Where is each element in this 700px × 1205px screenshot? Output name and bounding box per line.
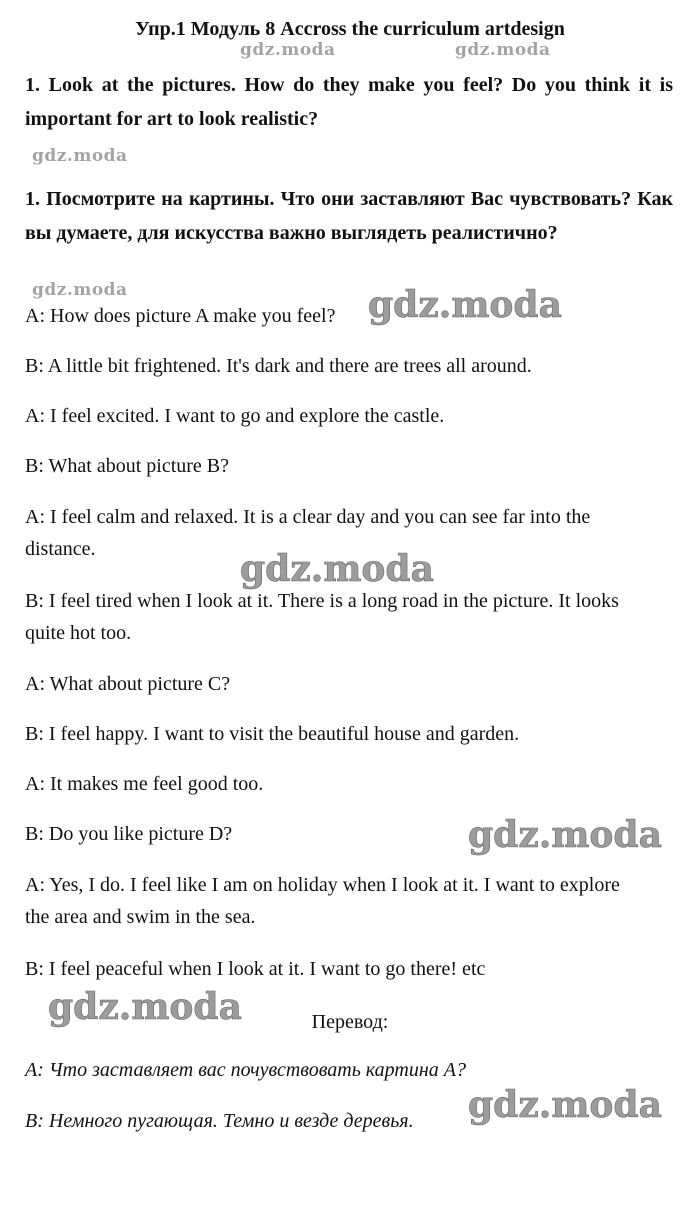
- dialogue-line-continued: the area and swim in the sea.: [25, 906, 256, 928]
- dialogue-line: A: Yes, I do. I feel like I am on holiday when I look at it. I want to explore: [25, 874, 620, 896]
- watermark: gdz.moda: [32, 146, 128, 166]
- translation-line: A: Что заставляет вас почувствовать картина А?: [25, 1059, 466, 1081]
- watermark: gdz.moda: [455, 40, 551, 60]
- dialogue-line: B: I feel tired when I look at it. There is a long road in the picture. It looks: [25, 590, 619, 612]
- dialogue-line: B: What about picture B?: [25, 455, 230, 477]
- watermark: gdz.moda: [32, 280, 128, 300]
- dialogue-line: B: I feel peaceful when I look at it. I want to go there! etc: [25, 958, 486, 980]
- dialogue-line: B: I feel happy. I want to visit the beautiful house and garden.: [25, 723, 520, 745]
- dialogue-line: B: Do you like picture D?: [25, 823, 233, 845]
- dialogue-line: A: How does picture A make you feel?: [25, 305, 336, 327]
- dialogue-line: B: A little bit frightened. It's dark and there are trees all around.: [25, 355, 532, 377]
- translation-line: B: Немного пугающая. Темно и везде деревья.: [25, 1110, 414, 1132]
- watermark: gdz.moda: [48, 986, 242, 1028]
- dialogue-line: A: It makes me feel good too.: [25, 773, 264, 795]
- dialogue-line: A: What about picture C?: [25, 673, 231, 695]
- watermark: gdz.moda: [240, 40, 336, 60]
- dialogue-line: A: I feel excited. I want to go and explore the castle.: [25, 405, 445, 427]
- watermark: gdz.moda: [240, 548, 434, 590]
- watermark: gdz.moda: [368, 284, 562, 326]
- question-russian: 1. Посмотрите на картины. Что они заставляют Вас чувствовать? Как вы думаете, для искусства важно выглядеть реалистично?: [25, 188, 673, 244]
- dialogue-line-continued: quite hot too.: [25, 622, 132, 644]
- page-title: Упр.1 Модуль 8 Accross the curriculum artdesign: [135, 18, 565, 40]
- dialogue-line: A: I feel calm and relaxed. It is a clear day and you can see far into the: [25, 506, 591, 528]
- dialogue-line-continued: distance.: [25, 538, 96, 560]
- watermark: gdz.moda: [468, 814, 662, 856]
- question-english: 1. Look at the pictures. How do they make you feel? Do you think it is important for art to look realistic?: [25, 74, 673, 130]
- translation-heading: Перевод:: [311, 1011, 389, 1033]
- watermark: gdz.moda: [468, 1084, 662, 1126]
